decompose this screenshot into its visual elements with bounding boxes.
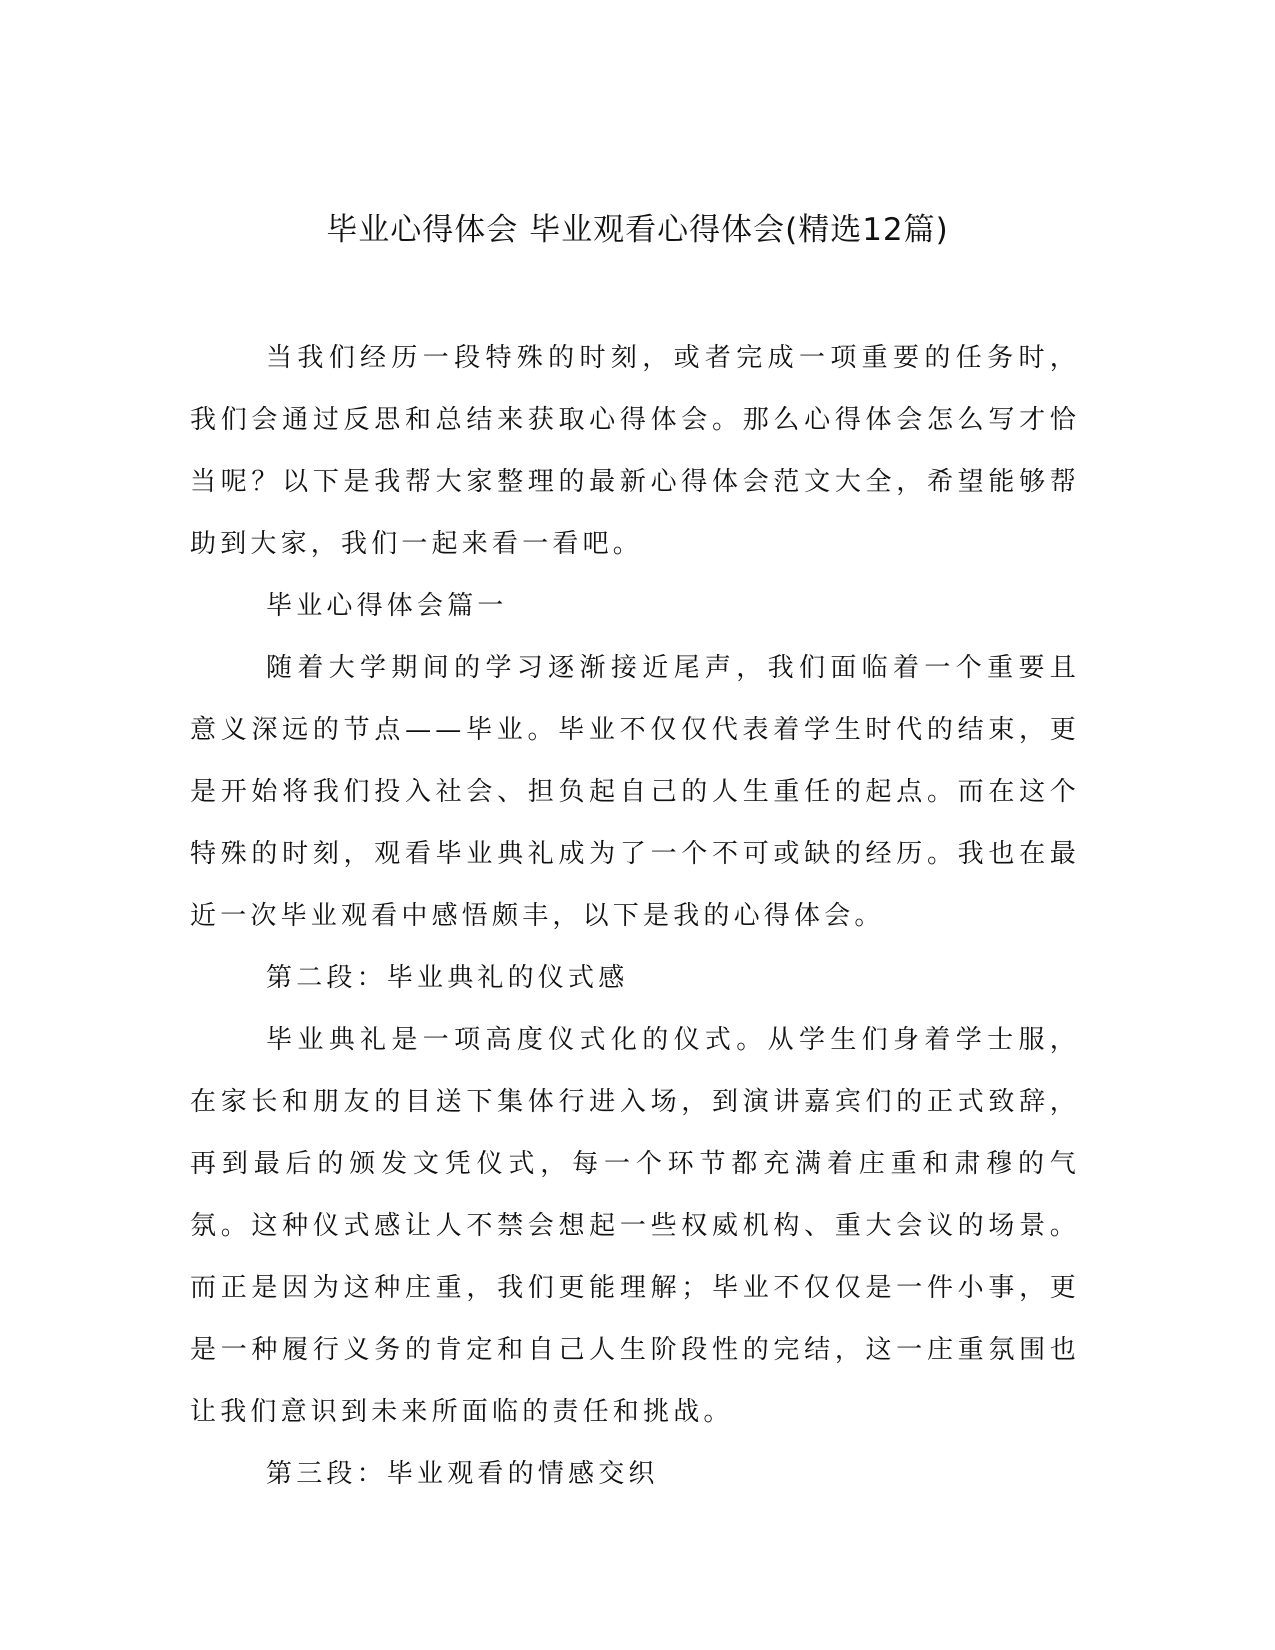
section-heading-part-one: 毕业心得体会篇一 (266, 591, 508, 621)
document-body (190, 327, 1080, 1505)
section-heading-part-two: 第二段：毕业典礼的仪式感 (266, 963, 629, 993)
body-paragraph: 随着大学期间的学习逐渐接近尾声，我们面临着一个重要且意义深远的节点——毕业。毕业不仅仅代表着学生时代的结束，更是开始将我们投入社会、担负起自己的人生重任的起点。而在这个特殊的时刻，观看毕业典礼成为了一个不可或缺的经历。我也在最近一次毕业观看中感悟颇丰，以下是我的心得体会。 (190, 653, 1080, 931)
body-paragraph: 毕业典礼是一项高度仪式化的仪式。从学生们身着学士服，在家长和朋友的目送下集体行进入场，到演讲嘉宾们的正式致辞，再到最后的颁发文凭仪式，每一个环节都充满着庄重和肃穆的气氛。这种仪式感让人不禁会想起一些权威机构、重大会议的场景。而正是因为这种庄重，我们更能理解；毕业不仅仅是一件小事，更是一种履行义务的肯定和自己人生阶段性的完结，这一庄重氛围也让我们意识到未来所面临的责任和挑战。 (190, 1025, 1080, 1427)
section-heading-part-three: 第三段：毕业观看的情感交织 (266, 1459, 659, 1489)
document-title: 毕业心得体会 毕业观看心得体会(精选12篇) (326, 212, 949, 248)
intro-paragraph: 当我们经历一段特殊的时刻，或者完成一项重要的任务时，我们会通过反思和总结来获取心得体会。那么心得体会怎么写才恰当呢？以下是我帮大家整理的最新心得体会范文大全，希望能够帮助到大家，我们一起来看一看吧。 (190, 343, 1080, 559)
